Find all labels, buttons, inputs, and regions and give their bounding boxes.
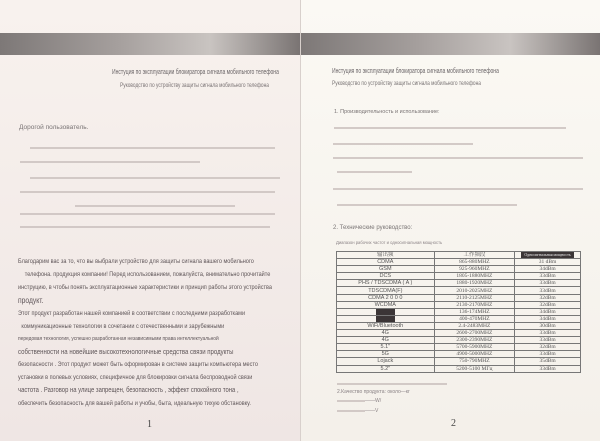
para-line: собственности на новейшие высокотехнологичные средства связи продукты [18,347,234,357]
frequency-cell: 4900-5000MHZ [434,351,515,358]
power-cell: 34dBm [515,315,581,322]
frequency-cell: 2600-2700MHZ [434,330,515,337]
table-row [337,266,581,273]
power-cell: 32dBm [515,344,581,351]
text-line [337,204,517,206]
para-line: Благодарим вас за то, что вы выбрали устройство для защиты сигнала вашего мобильного [18,258,254,265]
text-line [337,171,412,173]
power-cell: 32dBm [515,301,581,308]
header-band [0,33,300,55]
frequency-cell: 136-174MHZ [434,308,515,315]
text-line [337,383,447,385]
band-cell [337,308,435,315]
band-cell: CDMA 2 0 0 0 [337,294,435,301]
frequency-cell: 5700-5900MHZ [434,344,515,351]
power-cell: 30dBm [515,322,581,329]
power-cell: 31 dBm [515,259,581,266]
band-cell: 4G [337,330,435,337]
band-cell: 5.1" [337,344,435,351]
band-cell: 4G [337,337,435,344]
intro-paragraph [18,256,293,411]
power-cell: 34dBm [515,308,581,315]
text-line [75,205,235,207]
frequency-cell: 2.4-2483MHZ [434,322,515,329]
redacted-label [376,316,395,322]
band-cell [337,315,435,322]
power-cell: 33dBm [515,351,581,358]
header-cell: 工作频段 [434,252,515,259]
band-cell: DCS [337,273,435,280]
page2-title: Инстуция по эксплуатации блокиратора сигнала мобильного телефона [332,68,499,75]
frequency-table [336,251,581,373]
frequency-cell: 1880-1920MHZ [434,280,515,287]
power-cell: 32dBm [515,294,581,301]
text-line [30,177,280,179]
text-line [20,226,270,228]
text-line [333,143,473,145]
page1-title: Инстуция по эксплуатации блокиратора сигнала мобильного телефона [112,69,279,76]
table-row [337,365,581,372]
table-caption: Диапазон рабочих частот и односигнальная мощность [336,240,443,245]
frequency-cell: 2010-2025MHZ [434,287,515,294]
power-cell: 35dBm [515,358,581,365]
band-cell: 5G [337,351,435,358]
page1-subtitle: Руководство по устройству защиты сигнала мобильного телефона [120,83,269,89]
para-line: коммуникационные технологии в сочетании с отечественными и зарубежными [21,322,225,330]
header-cell: 输出频 [337,252,435,259]
table-row [337,315,581,322]
frequency-cell: 865-880MHZ [434,259,515,266]
para-line: установки в полевых условиях, специфичное для блокировки сигнала беспроводной связи [18,374,253,382]
frequency-cell: 2110-2125MHZ [434,294,515,301]
table-row [337,280,581,287]
power-cell: 33dBm [515,337,581,344]
band-cell: CDMA [337,259,435,266]
header-label: Односигнальная мощность [521,252,573,258]
band-cell: 5.2" [337,365,435,372]
page2-subtitle: Руководство по устройству защиты сигнала мобильного телефона [332,81,481,87]
header-band [301,33,600,55]
band-cell: GSM [337,266,435,273]
right-page [301,0,600,441]
para-line: Этот продукт разработан нашей компанией в соответствии с последними разработками [18,309,246,317]
note-value: ——V [365,408,379,414]
frequency-cell: 400-470MHZ [434,315,515,322]
para-line: частота . Разговор на улице запрещен, безопасность , эффект спокойного тона , [18,387,239,395]
header-cell [515,252,581,259]
band-cell: TDSCDMA(F) [337,287,435,294]
para-line: обеспечить безопасность для вашей работы и учобы, быта, идеальную тихую обстановку. [18,399,251,407]
page-number: 2 [451,418,456,429]
power-cell: 33dBm [515,273,581,280]
text-line [30,147,275,149]
frequency-cell: 750-790MHZ [434,358,515,365]
band-cell: WiFi/Bluetooth [337,322,435,329]
power-cell: 33dBm [515,280,581,287]
note-line [337,398,381,404]
note-line [337,408,378,414]
frequency-cell: 5200-5100 МГц [434,365,515,372]
section1-heading: 1. Производительность и использование: [334,109,440,115]
redacted-label [376,309,395,315]
table-row [337,330,581,337]
text-line [333,157,583,159]
table-row [337,337,581,344]
table-row [337,351,581,358]
para-line: передовая технология, успешно разработанная независимыми права интеллектуальной [18,336,219,343]
band-cell: WCDMA [337,301,435,308]
page-number: 1 [147,419,152,430]
band-cell: PHS / TDSCDMA ( A ) [337,280,435,287]
table-row [337,294,581,301]
frequency-cell: 2300-2390MHZ [434,337,515,344]
text-line [20,213,275,215]
note-value: ——W/ [365,398,382,404]
power-cell: 33dBm [515,287,581,294]
greeting: Дорогой пользователь. [19,124,89,131]
table-row [337,358,581,365]
power-cell: 34dBm [515,266,581,273]
table-row [337,287,581,294]
para-line: инструцию, в чтобы понять эксплуатационные характеристики и принцип работы этого устройства [18,283,273,291]
frequency-cell: 925-960MHZ [434,266,515,273]
para-line: телефона. продукция компании! Перед использованием, пожалуйста, внимательно прочитайте [24,270,271,278]
text-line [333,188,583,190]
table-header-row [337,252,581,259]
table-row [337,301,581,308]
table-row [337,322,581,329]
section2-heading: 2. Технические руководство: [333,225,413,231]
note-line: 2.Качество продукта: около—кг [337,389,410,395]
power-cell: 33dBm [515,365,581,372]
power-cell: 33dBm [515,330,581,337]
frequency-cell: 1805-1880MHZ [434,273,515,280]
text-line [20,191,275,193]
band-cell: Lojack [337,358,435,365]
text-line [20,161,200,163]
table-row [337,273,581,280]
table-row [337,344,581,351]
text-line [334,127,566,129]
para-line: продукт. [18,295,44,305]
frequency-cell: 2130-2170MHZ [434,301,515,308]
table-row [337,308,581,315]
para-line: безопасности . Этот продукт может быть оформирован в системе защиты компьютера место [18,361,258,369]
table-row [337,259,581,266]
